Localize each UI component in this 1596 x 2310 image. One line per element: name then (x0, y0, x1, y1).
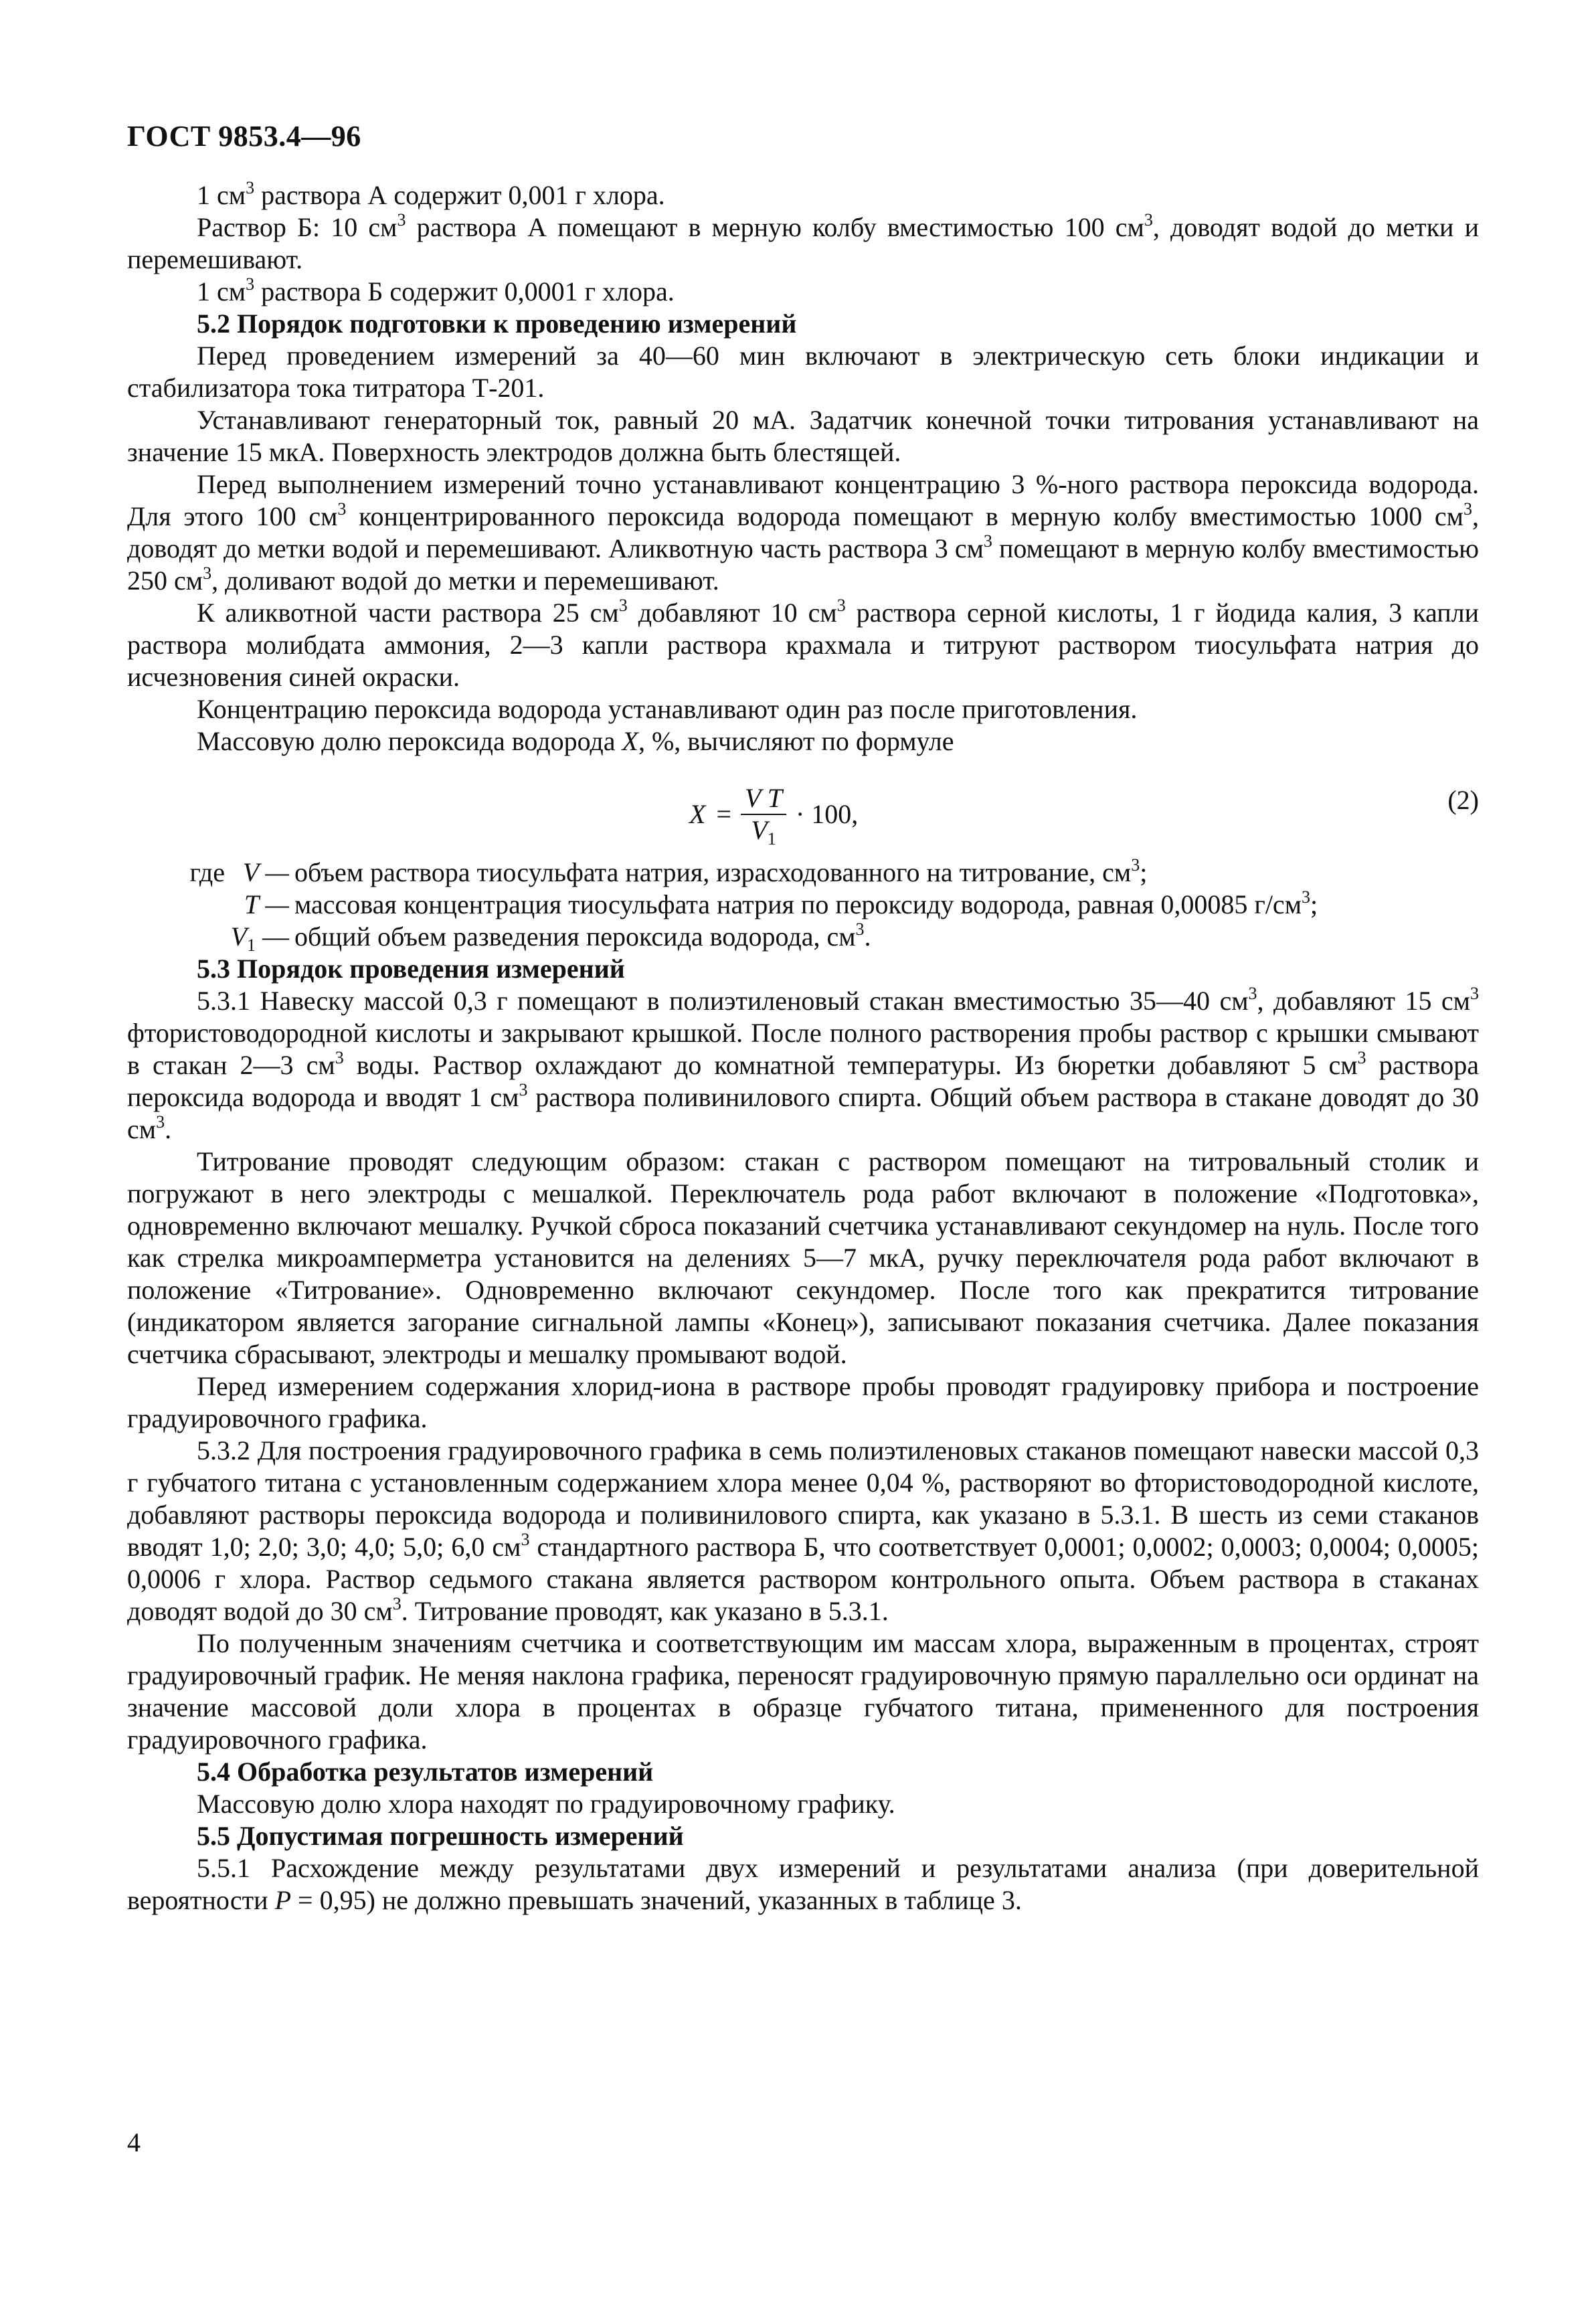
definition-row (127, 889, 1479, 921)
definition-prefix: где (189, 857, 225, 887)
section-heading-5-2: 5.2 Порядок подготовки к проведению измерений (197, 308, 797, 339)
definition-symbol: V — (242, 857, 289, 887)
formula-fraction (741, 783, 786, 849)
definition-symbol: $V_1$ — (230, 921, 289, 955)
formula-block (127, 768, 1479, 854)
definition-text: объем раствора тиосульфата натрия, израсходованного на титрование, $см^3$; (294, 855, 1148, 887)
paragraph: Устанавливают генераторный ток, равный 20 мА. Задатчик конечной точки титрования устанавливают на значение 15 мкА. Поверхность электродов должна быть блестящей. (127, 405, 1479, 467)
paragraph: Титрование проводят следующим образом: стакан с раствором помещают на титровальный столик и погружают в него электроды с мешалкой. Переключатель рода работ включают в положение «Подготовка», одновременно включают мешалку. Ручкой сброса показаний счетчика устанавливают секундомер на нуль. После того как стрелка микроамперметра установится на делениях 5—7 мкА, ручку переключателя рода работ включают в положение «Титрование». Одновременно включают секундомер. После того как прекратится титрование (индикатором является загорание сигнальной лампы «Конец»), записывают показания счетчика. Далее показания счетчика сбрасывают, электроды и мешалку промывают водой. (127, 1146, 1479, 1369)
formula (689, 783, 859, 849)
formula-denominator: $V_1$ (751, 815, 776, 849)
formula-lhs: X (689, 799, 706, 829)
formula-multiplier: · 100, (795, 799, 859, 829)
paragraph: Массовую долю пероксида водорода X, %, вычисляют по формуле (197, 726, 954, 756)
section-heading-5-3: 5.3 Порядок проведения измерений (197, 954, 625, 984)
paragraph: По полученным значениям счетчика и соответствующим им массам хлора, выраженным в процентах, строят градуировочный график. Не меняя наклона графика, переносят градуировочную прямую параллельно оси ординат на значение массовой доли хлора в процентах в образце губчатого титана, примененного для построения градуировочного графика. (127, 1628, 1479, 1755)
section-heading-5-4: 5.4 Обработка результатов измерений (197, 1757, 654, 1787)
paragraph: Массовую долю хлора находят по градуировочному графику. (197, 1789, 895, 1819)
document-body (127, 179, 1479, 1917)
definition-text: общий объем разведения пероксида водорода, $см^3$. (294, 919, 871, 952)
formula-definitions (127, 857, 1479, 953)
paragraph: Перед измерением содержания хлорид-иона в растворе пробы проводят градуировку прибора и построение градуировочного графика. (127, 1371, 1479, 1433)
formula-numerator: V T (741, 783, 786, 815)
paragraph: Перед выполнением измерений точно устанавливают концентрацию 3 %-ного раствора пероксида водорода. Для этого 100 $см^3$ концентрированного пероксида водорода помещают в мерную колбу вместимостью 1000 $см^3$, доводят до метки водой и перемешивают. Аликвотную часть раствора 3 $см^3$ помещают в мерную колбу вместимостью 250 $см^3$, доливают водой до метки и перемешивают. (127, 469, 1479, 596)
formula-number: (2) (1447, 785, 1479, 815)
paragraph-solution-b-prep: Раствор Б: 10 $см^3$ раствора А помещают в мерную колбу вместимостью 100 $см^3$, доводят водой до метки и перемешивают. (127, 210, 1480, 274)
paragraph: К аликвотной части раствора 25 $см^3$ добавляют 10 $см^3$ раствора серной кислоты, 1 г йодида калия, 3 капли раствора молибдата аммония, 2—3 капли раствора крахмала и титруют раствором тиосульфата натрия до исчезновения синей окраски. (127, 596, 1480, 692)
definition-text: массовая концентрация тиосульфата натрия по пероксиду водорода, равная 0,00085 $г/см^3$; (294, 887, 1318, 919)
definition-symbol: T — (244, 889, 289, 919)
formula-equals: = (716, 799, 731, 829)
definition-row (127, 921, 1479, 953)
paragraph: 5.3.2 Для построения градуировочного графика в семь полиэтиленовых стаканов помещают навески массой 0,3 г губчатого титана с установленным содержанием хлора менее 0,04 %, растворяют во фтористоводородной кислоте, добавляют растворы пероксида водорода и поливинилового спирта, как указано в 5.3.1. В шесть из семи стаканов вводят 1,0; 2,0; 3,0; 4,0; 5,0; 6,0 $см^3$ стандартного раствора Б, что соответствует 0,0001; 0,0002; 0,0003; 0,0004; 0,0005; 0,0006 г хлора. Раствор седьмого стакана является раствором контрольного опыта. Объем раствора в стаканах доводят водой до 30 $см^3$. Титрование проводят, как указано в 5.3.1. (127, 1435, 1480, 1626)
paragraph-solution-b-content: 1 $см^3$ раствора Б содержит 0,0001 г хлора. (197, 274, 675, 306)
paragraph-solution-a-content: 1 $см^3$ раствора А содержит 0,001 г хлора. (197, 178, 665, 210)
page-number: 4 (127, 2127, 141, 2157)
paragraph: Концентрацию пероксида водорода устанавливают один раз после приготовления. (197, 694, 1138, 724)
paragraph: Перед проведением измерений за 40—60 мин включают в электрическую сеть блоки индикации и стабилизатора тока титратора Т-201. (127, 341, 1479, 403)
paragraph: 5.5.1 Расхождение между результатами двух измерений и результатами анализа (при доверительной вероятности P = 0,95) не должно превышать значений, указанных в таблице 3. (127, 1853, 1479, 1915)
section-heading-5-5: 5.5 Допустимая погрешность измерений (197, 1821, 684, 1851)
definition-row (127, 857, 1479, 889)
document-header: ГОСТ 9853.4—96 (127, 120, 361, 153)
paragraph: 5.3.1 Навеску массой 0,3 г помещают в полиэтиленовый стакан вместимостью 35—40 $см^3$, добавляют 15 $см^3$ фтористоводородной кислоты и закрывают крышкой. После полного растворения пробы раствор с крышки смывают в стакан 2—3 $см^3$ воды. Раствор охлаждают до комнатной температуры. Из бюретки добавляют 5 $см^3$ раствора пероксида водорода и вводят 1 $см^3$ раствора поливинилового спирта. Общий объем раствора в стакане доводят до 30 $см^3$. (127, 984, 1480, 1144)
